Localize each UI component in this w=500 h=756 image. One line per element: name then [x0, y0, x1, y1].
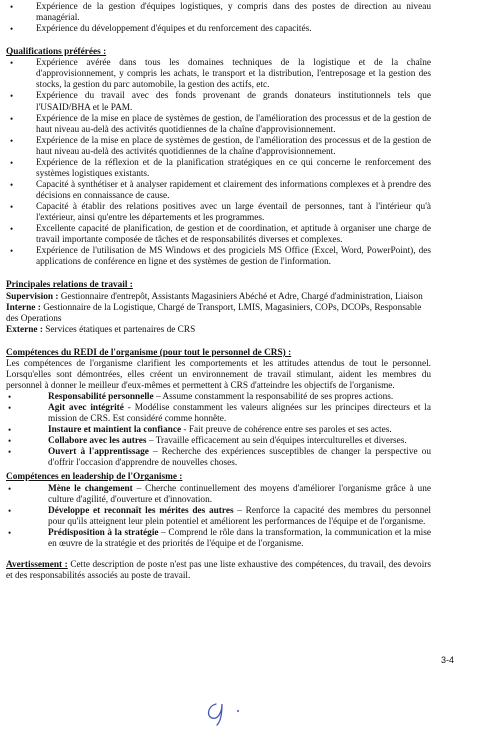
list-item	[6, 436, 431, 447]
list-item	[6, 403, 431, 425]
list-item: • Expérience du développement d'équipes et du renforcement des capacités.	[6, 24, 431, 35]
item-label: Agit avec intégrité	[48, 403, 124, 414]
list-item: • Excellente capacité de planification, de gestion et de coordination, et aptitude à organiser une charge de travail importante composée de tâches et de responsabilités diverses et complexes.	[6, 224, 431, 246]
supervision-text: Gestionnaire d'entrepôt, Assistants Magasiniers Abéché et Adre, Chargé d'administration, Liaison	[60, 291, 423, 302]
externe-line	[6, 325, 431, 336]
list-item: • Expérience avérée dans tous les domaines techniques de la logistique et de la chaîne d'approvisionnement, y compris les achats, le transport et la distribution, l'entreposage et la gestion des stocks, la gestion du parc automobile, la gestion des actifs, etc.	[6, 58, 431, 91]
item-text: – Renforce la capacité des membres du personnel pour qu'ils atteignent leur plein potentiel et améliorent les performances de l'équipe et de l'organisme.	[48, 505, 431, 527]
relations-heading: Principales relations de travail :	[6, 280, 133, 291]
item-label: Responsabilité personnelle	[48, 392, 154, 402]
avertissement-paragraph	[6, 560, 431, 582]
page-number: 3-4	[441, 655, 455, 665]
list-item: • Expérience de la mise en place de systèmes de gestion, de l'amélioration des processus et de la gestion de haut niveau au-delà des activités quotidiennes de la chaîne d'approvisionnement.	[6, 136, 431, 158]
item-label: Collabore avec les autres	[48, 436, 147, 447]
item-label: Ouvert à l'apprentissage	[48, 447, 149, 458]
list-item: • Expérience de l'utilisation de MS Windows et des progiciels MS Office (Excel, Word, PowerPoint), des applications de conférence en ligne et des systèmes de gestion de l'information.	[6, 246, 431, 268]
item-text: - Modélise constamment les valeurs alignées sur les principes directeurs et la mission de CRS. Est considéré comme honnête.	[48, 403, 432, 425]
list-item	[6, 528, 431, 550]
qualifications-heading: Qualifications préférées :	[6, 47, 107, 58]
list-item	[6, 392, 431, 403]
list-item: • Expérience du travail avec des fonds provenant de grands donateurs institutionnels tels que l'USAID/BHA et le PAM.	[6, 91, 431, 113]
list-item: • Expérience de la gestion d'équipes logistiques, y compris dans des postes de direction au niveau managérial.	[6, 2, 431, 24]
item-text: – Cherche continuellement des moyens d'améliorer l'organisme grâce à une culture d'agilité, d'ouverture et d'innovation.	[48, 483, 431, 505]
competences-redi-list	[6, 392, 431, 469]
list-item: • Capacité à établir des relations positives avec un large éventail de personnes, tant à l'intérieur qu'à l'extérieur, ainsi qu'entre les départements et les programmes.	[6, 202, 431, 224]
item-label: Instaure et maintient la confiance	[48, 425, 182, 436]
list-item	[6, 484, 431, 506]
list-item: • Capacité à synthétiser et à analyser rapidement et clairement des informations complexes et à prendre des décisions en connaissance de cause.	[6, 180, 431, 202]
qualifications-list	[6, 58, 431, 268]
externe-text: Services étatiques et partenaires de CRS	[45, 324, 196, 335]
interne-line	[6, 303, 431, 325]
item-label: Mène le changement	[48, 483, 133, 494]
item-text: - Fait preuve de cohérence entre ses paroles et ses actes.	[181, 425, 392, 436]
item-label: Développe et reconnaît les mérites des autres	[48, 505, 234, 516]
externe-label: Externe :	[6, 324, 43, 335]
avertissement-label: Avertissement :	[6, 559, 68, 570]
handwritten-initials-mark	[204, 694, 244, 726]
list-item: • Expérience de la mise en place de systèmes de gestion, de l'amélioration des processus et de la gestion de haut niveau au-delà des activités quotidiennes de la chaîne d'approvisionnement.	[6, 114, 431, 136]
item-label: Prédisposition à la stratégie	[48, 527, 159, 538]
supervision-label: Supervision :	[6, 291, 59, 302]
item-text: – Assume constamment la responsabilité de ses propres actions.	[153, 392, 394, 402]
competences-redi-heading: Compétences du REDI de l'organisme (pour tout le personnel de CRS) :	[6, 347, 292, 358]
document-body	[6, 2, 431, 591]
interne-text: Gestionnaire de la Logistique, Chargé de Transport, LMIS, Magasiniers, COPs, DCOPs, Responsable des Operations	[6, 302, 422, 324]
competences-leadership-heading: Compétences en leadership de l'Organisme :	[6, 472, 183, 483]
list-item	[6, 506, 431, 528]
avertissement-text: Cette description de poste n'est pas une liste exhaustive des compétences, du travail, des devoirs et des responsabilités associés au poste de travail.	[6, 559, 432, 581]
item-text: – Recherche des expériences susceptibles de changer la perspective ou d'offrir l'occasion d'apprendre de nouvelles choses.	[48, 447, 432, 469]
relations-block	[6, 292, 431, 336]
top-bullet-list	[6, 2, 431, 35]
item-text: – Travaille efficacement au sein d'équipes interculturelles et diverses.	[146, 436, 407, 447]
supervision-line	[6, 292, 431, 303]
list-item	[6, 425, 431, 436]
item-text: – Comprend le rôle dans la transformation, la communication et la mise en œuvre de la stratégie et des priorités de l'équipe et de l'organisme.	[48, 527, 432, 549]
interne-label: Interne :	[6, 302, 41, 313]
list-item: • Expérience de la réflexion et de la planification stratégiques en ce qui concerne le renforcement des systèmes logistiques existants.	[6, 158, 431, 180]
competences-redi-intro: Les compétences de l'organisme clarifient les comportements et les attitudes attendus de tout le personnel. Lorsqu'elles sont démontrées, elles créent un environnement de travail stimulant, aident les membres du personnel à donner le meilleur d'eux-mêmes et permettent à CRS d'atteindre les objectifs de l'organisme.	[6, 358, 431, 391]
competences-leadership-list	[6, 484, 431, 550]
list-item	[6, 447, 431, 469]
